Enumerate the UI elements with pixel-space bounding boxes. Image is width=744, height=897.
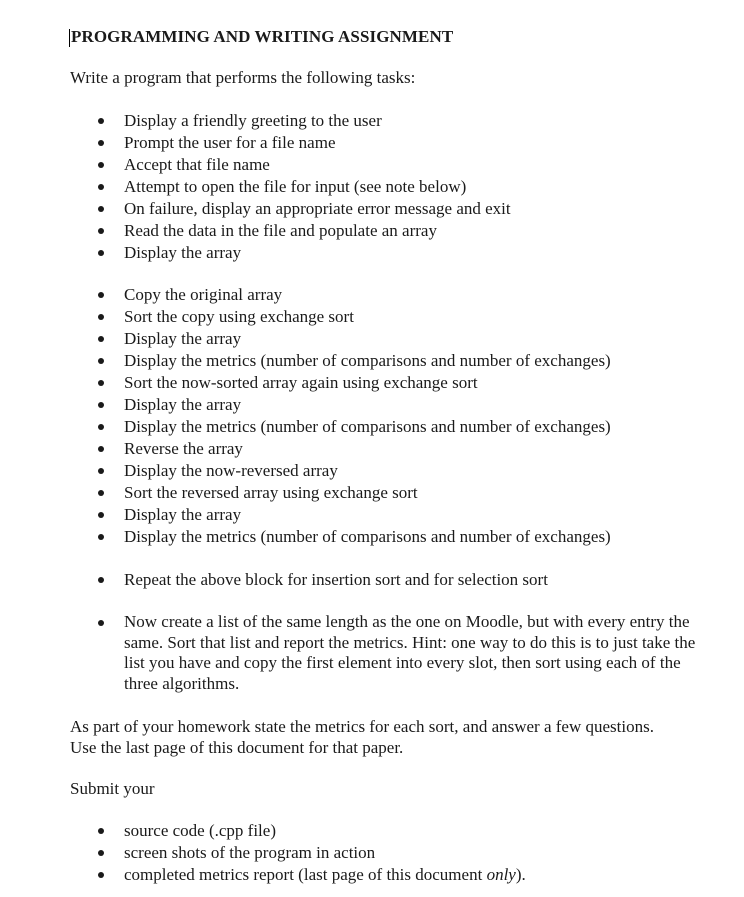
bullet-icon	[98, 424, 104, 430]
list-item: Copy the original array	[0, 284, 611, 306]
bullet-icon	[98, 336, 104, 342]
list-item: source code (.cpp file)	[0, 820, 526, 842]
bullet-icon	[98, 184, 104, 190]
list-item: Display the array	[0, 394, 611, 416]
list-item: Sort the reversed array using exchange sort	[0, 482, 611, 504]
list-item: Reverse the array	[0, 438, 611, 460]
text-cursor	[69, 29, 70, 47]
bullet-icon	[98, 577, 104, 583]
list-item: Display a friendly greeting to the user	[0, 110, 511, 132]
bullet-icon	[98, 250, 104, 256]
submit-heading: Submit your	[70, 779, 155, 798]
list-item: Accept that file name	[0, 154, 511, 176]
bullet-icon	[98, 446, 104, 452]
list-item: Display the array	[0, 504, 611, 526]
homework-paragraph-line1: As part of your homework state the metrics for each sort, and answer a few questions.	[70, 717, 654, 736]
bullet-icon	[98, 828, 104, 834]
list-item: completed metrics report (last page of this document only).	[0, 864, 526, 886]
list-item: Display the array	[0, 242, 511, 264]
list-item: Prompt the user for a file name	[0, 132, 511, 154]
bullet-icon	[98, 314, 104, 320]
task-list-setup	[0, 110, 511, 264]
bullet-icon	[98, 140, 104, 146]
list-item: Display the metrics (number of comparisons and number of exchanges)	[0, 416, 611, 438]
bullet-icon	[98, 490, 104, 496]
list-item: Repeat the above block for insertion sort and for selection sort	[0, 569, 548, 591]
list-item-text: Now create a list of the same length as the one on Moodle, but with every entry the same. Sort that list and report the metrics. Hint: one way to do this is to just take the list you have and copy the first element into every slot, then sort using each of the three algorithms.	[124, 612, 696, 694]
bullet-icon	[98, 512, 104, 518]
bullet-icon	[98, 118, 104, 124]
bullet-icon	[98, 534, 104, 540]
bullet-icon	[98, 620, 104, 626]
list-item: Sort the copy using exchange sort	[0, 306, 611, 328]
bullet-icon	[98, 402, 104, 408]
list-item: Read the data in the file and populate an array	[0, 220, 511, 242]
bullet-icon	[98, 850, 104, 856]
list-item: Display the array	[0, 328, 611, 350]
list-item: Sort the now-sorted array again using exchange sort	[0, 372, 611, 394]
homework-paragraph-line2: Use the last page of this document for that paper.	[70, 738, 404, 757]
list-item: Display the metrics (number of comparisons and number of exchanges)	[0, 350, 611, 372]
list-item: Display the metrics (number of comparisons and number of exchanges)	[0, 526, 611, 548]
document-title: PROGRAMMING AND WRITING ASSIGNMENT	[71, 27, 454, 46]
bullet-icon	[98, 292, 104, 298]
bullet-icon	[98, 206, 104, 212]
bullet-icon	[98, 872, 104, 878]
list-item: Display the now-reversed array	[0, 460, 611, 482]
bullet-icon	[98, 468, 104, 474]
bullet-icon	[98, 162, 104, 168]
bullet-icon	[98, 380, 104, 386]
list-item: Attempt to open the file for input (see note below)	[0, 176, 511, 198]
bullet-icon	[98, 228, 104, 234]
list-item: On failure, display an appropriate error message and exit	[0, 198, 511, 220]
bullet-icon	[98, 358, 104, 364]
intro-paragraph: Write a program that performs the following tasks:	[70, 68, 416, 87]
task-list-exchange-sort	[0, 284, 611, 548]
submit-list	[0, 820, 526, 886]
task-list-repeat	[0, 569, 548, 591]
list-item: screen shots of the program in action	[0, 842, 526, 864]
